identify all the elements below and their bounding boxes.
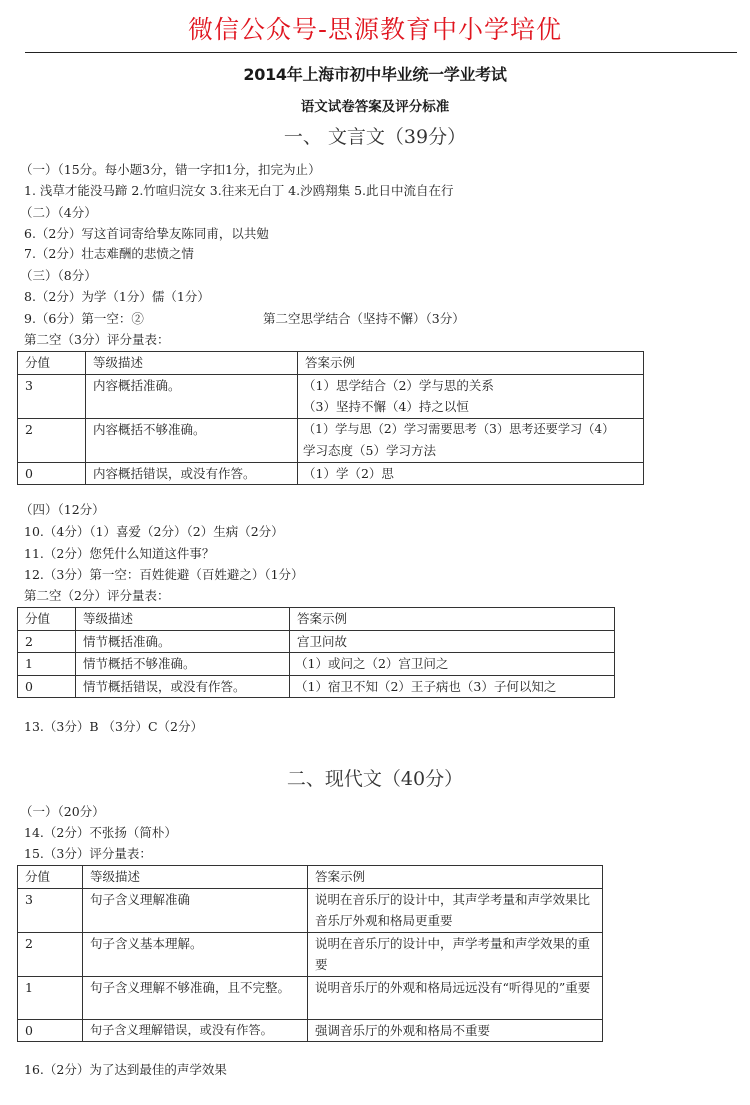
answer-12: 12.（3分）第一空：百姓徙避（百姓避之）（1分） — [24, 567, 304, 582]
table-row — [18, 888, 603, 932]
header-score: 分值 — [18, 866, 83, 889]
answer-8: 8.（2分）为学（1分）儒（1分） — [24, 289, 210, 304]
table-row — [18, 418, 644, 462]
header-score: 分值 — [18, 608, 76, 631]
q9-table-label: 第二空（3分）评分量表： — [24, 332, 170, 347]
example-cell: 说明音乐厅的外观和格局远远没有“听得见的”重要 — [308, 976, 603, 1019]
desc-cell: 内容概括不够准确。 — [86, 418, 298, 462]
desc-cell: 情节概括准确。 — [76, 630, 290, 653]
header-example: 答案示例 — [308, 866, 603, 889]
desc-cell: 句子含义基本理解。 — [83, 932, 308, 976]
table-row — [18, 630, 615, 653]
answer-6: 6.（2分）写这首词寄给挚友陈同甫，以共勉 — [24, 226, 269, 241]
table-row — [18, 976, 603, 1019]
header-desc: 等级描述 — [76, 608, 290, 631]
example-line: （1）思学结合（2）学与思的关系 — [303, 377, 494, 393]
score-cell: 2 — [18, 630, 76, 653]
example-cell: 强调音乐厅的外观和格局不重要 — [308, 1019, 603, 1042]
table-header-row — [18, 608, 615, 631]
example-cell: 宫卫问故 — [290, 630, 615, 653]
section2-heading: 二、现代文（40分） — [286, 768, 464, 790]
example-cell: 说明在音乐厅的设计中，其声学考量和声学效果比音乐厅外观和格局更重要 — [308, 888, 603, 932]
example-line: （1）学与思（2）学习需要思考（3）思考还要学习（4） — [303, 421, 615, 436]
example-cell — [298, 418, 644, 462]
desc-cell: 情节概括错误，或没有作答。 — [76, 675, 290, 698]
answer-16: 16.（2分）为了达到最佳的声学效果 — [24, 1062, 227, 1077]
example-cell — [298, 374, 644, 418]
score-cell: 1 — [18, 653, 76, 676]
q15-scoring-table — [17, 865, 603, 1042]
q12-table-label: 第二空（2分）评分量表： — [24, 588, 170, 603]
score-cell: 1 — [18, 976, 83, 1019]
answers-1-5: 1. 浅草才能没马蹄 2.竹喧归浣女 3.往来无白丁 4.沙鸥翔集 5.此日中流自在行 — [24, 183, 454, 198]
table-row — [18, 462, 644, 485]
score-cell: 3 — [18, 888, 83, 932]
q12-scoring-table — [17, 607, 615, 698]
header-divider — [25, 52, 737, 53]
q15-table-label: 15.（3分）评分量表： — [24, 846, 152, 861]
section1-heading: 一、 文言文（39分） — [283, 126, 467, 148]
document-title: 2014年上海市初中毕业统一学业考试 — [243, 65, 507, 84]
table-header-row — [18, 866, 603, 889]
example-line: 学习态度（5）学习方法 — [303, 443, 436, 458]
score-cell: 2 — [18, 932, 83, 976]
example-cell: 说明在音乐厅的设计中，声学考量和声学效果的重要 — [308, 932, 603, 976]
desc-cell: 句子含义理解准确 — [83, 888, 308, 932]
watermark-banner: 微信公众号-思源教育中小学培优 — [187, 15, 563, 44]
section2-part1-label: （一）（20分） — [20, 804, 105, 819]
score-cell: 2 — [18, 418, 86, 462]
table-row — [18, 675, 615, 698]
header-desc: 等级描述 — [83, 866, 308, 889]
header-score: 分值 — [18, 352, 86, 375]
desc-cell: 句子含义理解错误，或没有作答。 — [83, 1019, 308, 1042]
document-subtitle: 语文试卷答案及评分标准 — [300, 99, 450, 115]
score-cell: 0 — [18, 675, 76, 698]
answer-14: 14.（2分）不张扬（简朴） — [24, 825, 177, 840]
example-cell: （1）宿卫不知（2）王子病也（3）子何以知之 — [290, 675, 615, 698]
example-cell: （1）学（2）思 — [298, 462, 644, 485]
desc-cell: 情节概括不够准确。 — [76, 653, 290, 676]
example-cell: （1）或问之（2）宫卫问之 — [290, 653, 615, 676]
header-example: 答案示例 — [298, 352, 644, 375]
header-example: 答案示例 — [290, 608, 615, 631]
answer-7: 7.（2分）壮志难酬的悲愤之情 — [24, 246, 194, 261]
part3-label: （三）（8分） — [20, 268, 97, 283]
answer-9-first: 9.（6分）第一空：② — [24, 311, 144, 326]
example-line: （3）坚持不懈（4）持之以恒 — [303, 399, 469, 414]
table-row — [18, 1019, 603, 1042]
score-cell: 0 — [18, 1019, 83, 1042]
q9-scoring-table — [17, 351, 644, 485]
desc-cell: 内容概括准确。 — [86, 374, 298, 418]
desc-cell: 内容概括错误，或没有作答。 — [86, 462, 298, 485]
answer-13: 13.（3分）B （3分）C（2分） — [24, 719, 203, 734]
part1-label: （一）（15分。每小题3分，错一字扣1分，扣完为止） — [20, 162, 321, 177]
header-desc: 等级描述 — [86, 352, 298, 375]
table-header-row — [18, 352, 644, 375]
desc-cell: 句子含义理解不够准确，且不完整。 — [83, 976, 308, 1019]
part4-label: （四）（12分） — [20, 502, 105, 517]
table-row — [18, 653, 615, 676]
answer-11: 11.（2分）您凭什么知道这件事？ — [24, 546, 215, 561]
answer-10: 10.（4分）（1）喜爱（2分）（2）生病（2分） — [24, 524, 284, 539]
table-row — [18, 932, 603, 976]
score-cell: 3 — [18, 374, 86, 418]
part2-label: （二）（4分） — [20, 205, 97, 220]
score-cell: 0 — [18, 462, 86, 485]
answer-9-second: 第二空思学结合（坚持不懈）（3分） — [263, 311, 465, 326]
table-row — [18, 374, 644, 418]
